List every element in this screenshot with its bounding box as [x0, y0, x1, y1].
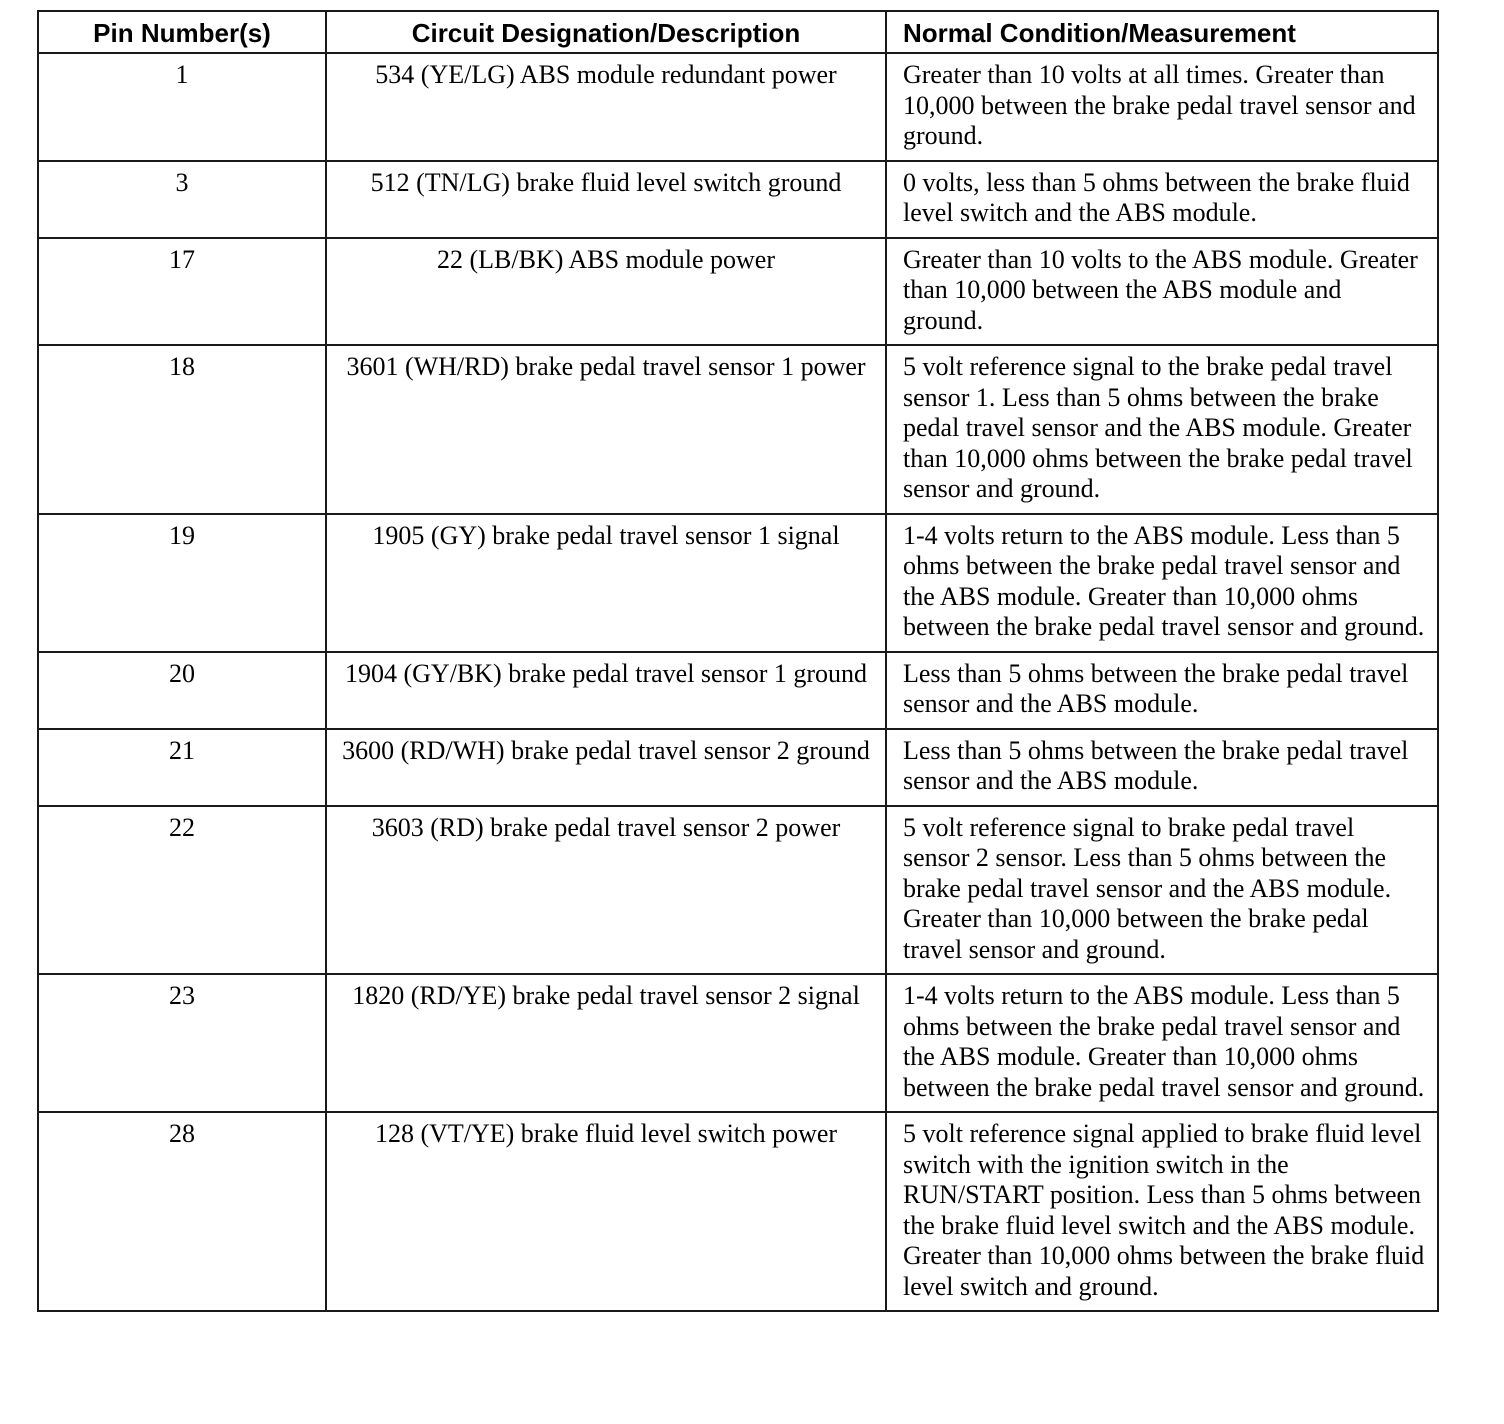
- circuit-description-cell: 1820 (RD/YE) brake pedal travel sensor 2 signal: [326, 974, 886, 1112]
- table-row: [38, 974, 1438, 1112]
- condition-measurement-cell: 5 volt reference signal to the brake pedal travel sensor 1. Less than 5 ohms between the brake pedal travel sensor and the ABS module. Greater than 10,000 ohms between the brake pedal travel sensor and ground.: [886, 345, 1438, 514]
- pin-number-cell: 20: [38, 652, 326, 729]
- header-pin-numbers: Pin Number(s): [38, 11, 326, 53]
- condition-measurement-cell: 5 volt reference signal to brake pedal travel sensor 2 sensor. Less than 5 ohms between the brake pedal travel sensor and the ABS module. Greater than 10,000 between the brake pedal travel sensor and ground.: [886, 806, 1438, 975]
- table-row: [38, 161, 1438, 238]
- circuit-description-cell: 22 (LB/BK) ABS module power: [326, 238, 886, 346]
- condition-measurement-cell: 0 volts, less than 5 ohms between the brake fluid level switch and the ABS module.: [886, 161, 1438, 238]
- circuit-description-cell: 1904 (GY/BK) brake pedal travel sensor 1 ground: [326, 652, 886, 729]
- condition-measurement-cell: 1-4 volts return to the ABS module. Less than 5 ohms between the brake pedal travel sensor and the ABS module. Greater than 10,000 ohms between the brake pedal travel sensor and ground.: [886, 974, 1438, 1112]
- table-row: [38, 238, 1438, 346]
- pin-number-cell: 19: [38, 514, 326, 652]
- pin-circuit-table: [37, 10, 1439, 1312]
- condition-measurement-cell: Less than 5 ohms between the brake pedal travel sensor and the ABS module.: [886, 729, 1438, 806]
- table-row: [38, 806, 1438, 975]
- pin-number-cell: 1: [38, 53, 326, 161]
- header-normal-condition: Normal Condition/Measurement: [886, 11, 1438, 53]
- header-circuit-designation: Circuit Designation/Description: [326, 11, 886, 53]
- circuit-description-cell: 3603 (RD) brake pedal travel sensor 2 power: [326, 806, 886, 975]
- table-row: [38, 1112, 1438, 1311]
- pin-number-cell: 23: [38, 974, 326, 1112]
- circuit-description-cell: 512 (TN/LG) brake fluid level switch ground: [326, 161, 886, 238]
- pin-number-cell: 22: [38, 806, 326, 975]
- table-row: [38, 514, 1438, 652]
- table-row: [38, 53, 1438, 161]
- circuit-description-cell: 1905 (GY) brake pedal travel sensor 1 signal: [326, 514, 886, 652]
- pin-number-cell: 17: [38, 238, 326, 346]
- condition-measurement-cell: 5 volt reference signal applied to brake fluid level switch with the ignition switch in the RUN/START position. Less than 5 ohms between the brake fluid level switch and the ABS module. Greater than 10,000 ohms between the brake fluid level switch and ground.: [886, 1112, 1438, 1311]
- table-header-row: [38, 11, 1438, 53]
- table-row: [38, 652, 1438, 729]
- condition-measurement-cell: Greater than 10 volts at all times. Greater than 10,000 between the brake pedal travel sensor and ground.: [886, 53, 1438, 161]
- circuit-description-cell: 3601 (WH/RD) brake pedal travel sensor 1 power: [326, 345, 886, 514]
- condition-measurement-cell: 1-4 volts return to the ABS module. Less than 5 ohms between the brake pedal travel sensor and the ABS module. Greater than 10,000 ohms between the brake pedal travel sensor and ground.: [886, 514, 1438, 652]
- condition-measurement-cell: Greater than 10 volts to the ABS module. Greater than 10,000 between the ABS module and ground.: [886, 238, 1438, 346]
- circuit-description-cell: 3600 (RD/WH) brake pedal travel sensor 2 ground: [326, 729, 886, 806]
- table-row: [38, 729, 1438, 806]
- pin-number-cell: 3: [38, 161, 326, 238]
- pin-number-cell: 18: [38, 345, 326, 514]
- pin-number-cell: 28: [38, 1112, 326, 1311]
- condition-measurement-cell: Less than 5 ohms between the brake pedal travel sensor and the ABS module.: [886, 652, 1438, 729]
- circuit-description-cell: 128 (VT/YE) brake fluid level switch power: [326, 1112, 886, 1311]
- pin-number-cell: 21: [38, 729, 326, 806]
- circuit-description-cell: 534 (YE/LG) ABS module redundant power: [326, 53, 886, 161]
- table-row: [38, 345, 1438, 514]
